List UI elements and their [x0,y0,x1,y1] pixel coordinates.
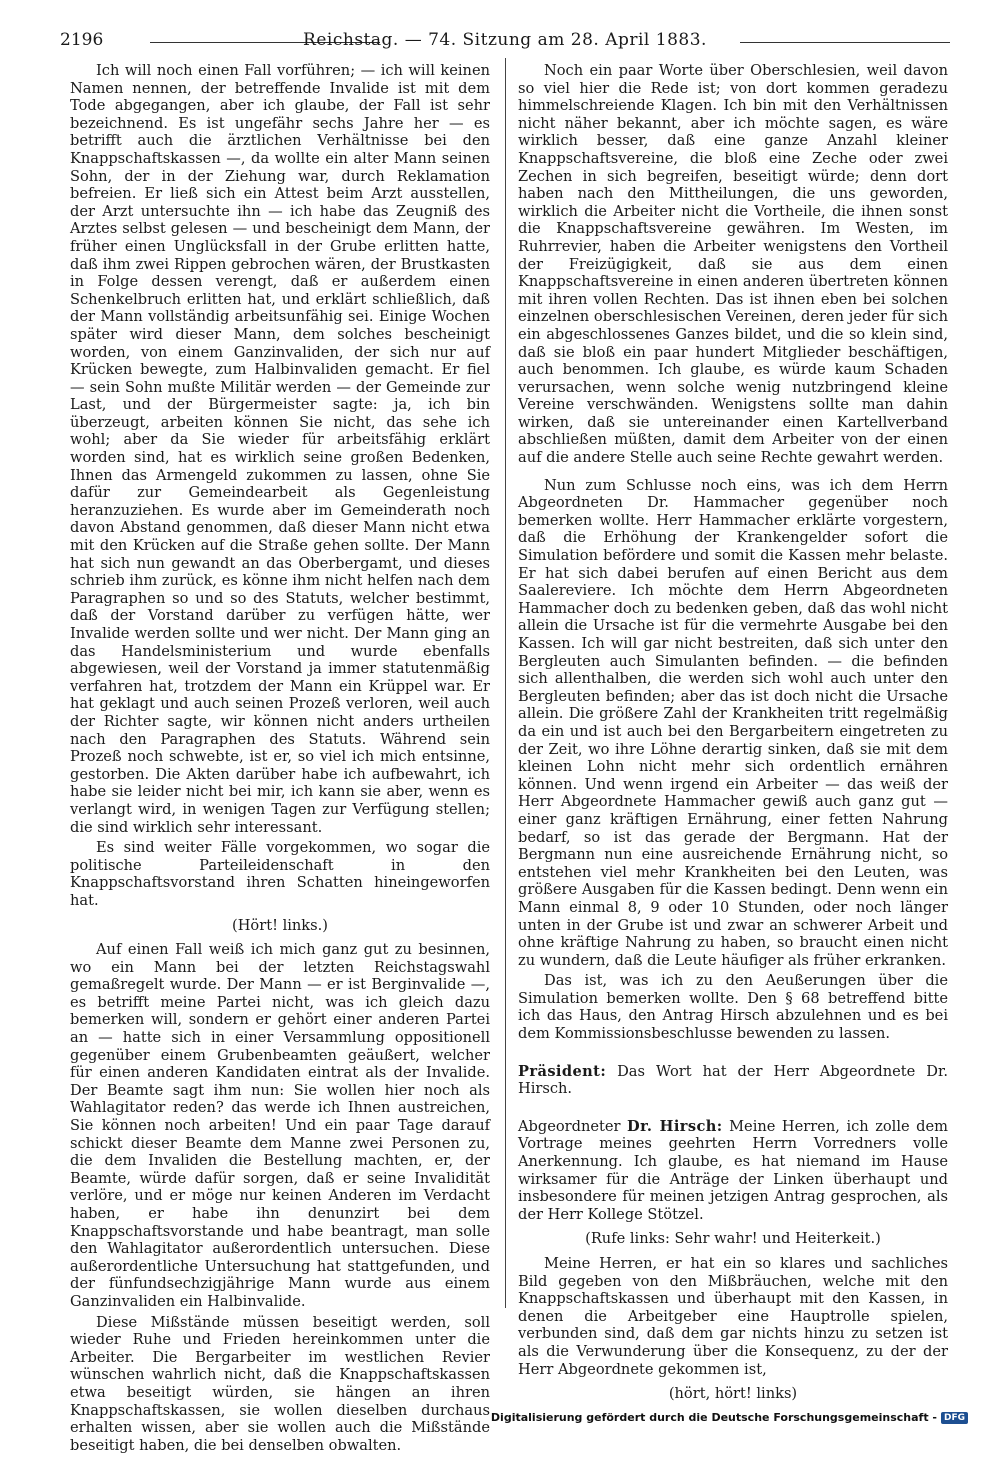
column-divider [505,58,506,1308]
speaker-text: Meine Herren, ich zolle dem Vortrage meines geehrten Herrn Vorredners volle Anerkennung. Ich glaube, es hat niemand im Hause wirksamer für die Anträge der Linken überhaupt und insbesondere für meinen jetzigen Antrag gesprochen, als der Herr Kollege Stötzel. [518,1117,948,1223]
paragraph: Es sind weiter Fälle vorgekommen, wo sogar die politische Parteileidenschaft in den Knappschaftsvorstand ihren Schatten hineingeworfen hat. [70,839,490,909]
paragraph: Auf einen Fall weiß ich mich ganz gut zu besinnen, wo ein Mann bei der letzten Reichstagswahl gemaßregelt wurde. Der Mann — er ist Berginvalide —, es betrifft meine Partei nicht, was ich gleich dazu bemerken will, sondern er gehört einer anderen Partei an — hatte sich in einer Versammlung oppositionell gegenüber einem Grubenbeamten geäußert, welcher für einen anderen Kandidaten eintrat als der Invalide. Der Beamte sagt ihm nun: Sie wollen hier noch als Wahlagitator reden? das werde ich Ihnen austreichen, Sie können noch arbeiten! Und ein paar Tage darauf schickt dieser Beamte dem Manne zwei Personen zu, die dem Invaliden die Bestellung machten, er, der Beamte, würde dafür sorgen, daß er seine Invalidität verlöre, und er möge nur keinen Anderen im Verdacht haben, er habe ihn denunzirt bei dem Knappschaftsvorstande und habe beantragt, man solle den Wahlagitator außerordentlich untersuchen. Diese außerordentliche Untersuchung hat stattgefunden, und der fünfundsechzigjährige Mann wurde aus einem Ganzinvaliden ein Halbinvalide. [70,941,490,1310]
interjection: (hört, hört! links) [668,1385,798,1403]
paragraph: Noch ein paar Worte über Oberschlesien, weil davon so viel hier die Rede ist; von dort kommen geradezu himmelschreiende Klagen. Ich bin mit den Verhältnissen nicht näher bekannt, aber ich möchte sagen, es wäre wirklich besser, daß eine ganze Anzahl kleiner Knappschaftsvereine, die bloß eine Zeche oder zwei Zechen in sich begreifen, beseitigt würde; denn dort haben nach den Mittheilungen, die uns geworden, wirklich die Arbeiter nicht die Vortheile, die ihnen sonst die Knappschaftsvereine gewähren. Im Westen, im Ruhrrevier, haben die Arbeiter wenigstens den Vortheil der Freizügigkeit, daß sie aus dem einen Knappschaftsvereine in einen anderen übertreten können mit ihren vollen Rechten. Das ist ihnen eben bei solchen einzelnen oberschlesischen Vereinen, deren jeder für sich ein abgeschlossenes Ganzes bildet, und die so klein sind, daß sie bloß ein paar hundert Mitglieder beschäftigen, auch benommen. Ich glaube, es würde kaum Schaden verursachen, wenn solche wenig nutzbringend kleine Vereine verschwänden. Wenigstens sollte man dahin wirken, daß sie untereinander einen Kartellverband abschließen müßten, damit dem Arbeiter von der einen auf die andere Stelle auch seine Rechte gewahrt werden. [518,62,948,467]
left-column [70,62,490,1457]
page-header [60,30,950,54]
credit-text: Digitalisierung gefördert durch die Deutsche Forschungsgemeinschaft - [490,1411,937,1424]
speaker-hirsch [518,1118,948,1224]
speaker-name: Dr. Hirsch: [627,1117,723,1135]
interjection: (Rufe links: Sehr wahr! und Heiterkeit.) [585,1230,881,1248]
speaker-text: Das Wort hat der Herr Abgeordnete Dr. Hirsch. [518,1062,948,1098]
page-number: 2196 [60,30,104,50]
paragraph: Nun zum Schlusse noch eins, was ich dem Herrn Abgeordneten Dr. Hammacher gegenüber noch bemerken wollte. Herr Hammacher erklärte vorgestern, daß die Erhöhung der Krankengelder sofort die Simulation befördere und somit die Kassen mehr belaste. Er hat sich dabei berufen auf einen Bericht aus dem Saalereviere. Ich möchte dem Herrn Abgeordneten Hammacher doch zu bedenken geben, daß das wohl nicht allein die Ursache ist für die vermehrte Ausgabe bei den Kassen. Ich will gar nicht bestreiten, daß sich unter den Bergleuten auch Simulanten befinden. — die befinden sich allenthalben, die werden sich wohl auch unter den Bergleuten befinden; aber das ist doch nicht die Ursache allein. Die größere Zahl der Krankheiten tritt regelmäßig da ein und ist auch bei den Bergarbeitern eingetreten zu der Zeit, wo ihre Löhne derartig sinken, daß sie mit dem kleinen Lohn nicht mehr sich ordentlich ernähren können. Und wenn irgend ein Arbeiter — das weiß der Herr Abgeordnete Hammacher gewiß auch ganz gut — einer ganz kräftigen Ernährung, einer fetten Nahrung bedarf, so ist das gerade der Bergmann. Hat der Bergmann nun eine ausreichende Ernährung nicht, so entstehen viel mehr Krankheiten bei den Leuten, was größere Ausgaben für die Kassen bedingt. Denn wenn ein Mann einmal 8, 9 oder 10 Stunden, oder noch länger unten in der Grube ist und zwar an schwerer Arbeit und ohne kräftige Nahrung zu haben, so braucht einen nicht zu wundern, daß die Leute häufiger als früher erkranken. [518,476,948,969]
paragraph: Meine Herren, er hat ein so klares und sachliches Bild gegeben von den Mißbräuchen, welche mit den Knappschaftskassen und überhaupt mit den Kassen, in denen die Arbeitgeber eine Hauptrolle spielen, verbunden sind, daß dem gar nichts hinzu zu setzen ist als die Verwunderung über die Konsequenz, zu der der Herr Abgeordnete gekommen ist, [518,1255,948,1378]
paragraph: Das ist, was ich zu den Aeußerungen über die Simulation bemerken wollte. Den § 68 betreffend bitte ich das Haus, den Antrag Hirsch abzulehnen und es bei dem Kommissionsbeschlusse bewenden zu lassen. [518,972,948,1043]
paragraph: Ich will noch einen Fall vorführen; — ich will keinen Namen nennen, der betreffende Invalide ist mit dem Tode abgegangen, aber ich glaube, der Fall ist sehr bezeichnend. Es ist ungefähr sechs Jahre her — es betrifft auch die ärztlichen Verhältnisse bei den Knappschaftskassen —, da wollte ein alter Mann seinen Sohn, der in der Ziehung war, durch Reklamation befreien. Er ließ sich ein Attest beim Arzt ausstellen, der Arzt untersuchte ihn — ich habe das Zeugniß des Arztes selbst gelesen — und bescheinigt dem Mann, der früher einen Unglücksfall in der Grube erlitten hatte, daß ihm zwei Rippen gebrochen wären, der Brustkasten in Folge dessen verengt, daß er außerdem einen Schenkelbruch erlitten hat, und erklärt schließlich, daß der Mann vollständig arbeitsunfähig sei. Einige Wochen später wird dieser Mann, dem solches bescheinigt worden, von einem Ganzinvaliden, der sich nur auf Krücken bewegte, zum Halbinvaliden gemacht. Er fiel — sein Sohn mußte Militär werden — der Gemeinde zur Last, und der Bürgermeister sagte: ja, ich bin überzeugt, arbeiten können Sie nicht, das sehe ich wohl; aber da Sie wieder für arbeitsfähig erklärt worden sind, hat es wirklich seine großen Bedenken, Ihnen das Armengeld zukommen zu lassen, ohne Sie dafür zur Gemeindearbeit als Gegenleistung heranzuziehen. Es wurde aber im Gemeinderath noch davon Abstand genommen, daß dieser Mann nicht etwa mit den Krücken auf die Straße gehen sollte. Der Mann hat sich nun gewandt an das Oberbergamt, und dieses schrieb ihm zurück, es könne ihm nicht helfen nach dem Paragraphen so und so des Statuts, welcher bestimmt, daß der Vorstand darüber zu verfügen hätte, wer Invalide werden sollte und wer nicht. Der Mann ging an das Handelsministerium und wurde ebenfalls abgewiesen, weil der Vorstand ja immer statutenmäßig verfahren hat, trotzdem der Mann ein Krüppel war. Er hat geklagt und auch seinen Prozeß verloren, weil auch der Richter sagte, wir können nicht anders urtheilen nach den Paragraphen des Statuts. Während sein Prozeß noch schwebte, ist er, so viel ich mich entsinne, gestorben. Die Akten darüber habe ich aufbewahrt, ich habe sie leider nicht bei mir, ich kann sie aber, wenn es verlangt wird, in wenigen Tagen zur Verfügung stellen; die sind wirklich sehr interessant. [70,62,490,836]
running-head: Reichstag. — 74. Sitzung am 28. April 1883. [303,30,707,50]
dfg-logo: DFG [941,1412,968,1424]
interjection: (Hört! links.) [232,916,328,934]
header-rule-right [740,42,950,43]
speaker-prefix: Abgeordneter [518,1117,628,1135]
digitization-credit [491,1411,968,1424]
right-column [518,62,948,1410]
speaker-name: Präsident: [518,1062,607,1080]
paragraph: Diese Mißstände müssen beseitigt werden, soll wieder Ruhe und Frieden hereinkommen unter die Arbeiter. Die Bergarbeiter im westlichen Revier wünschen wahrlich nicht, daß die Knappschaftskassen etwa beseitigt würden, sie hängen an ihren Knappschaftskassen, sie wollen dieselben durchaus erhalten wissen, aber sie wollen auch die Mißstände beseitigt haben, die bei denselben obwalten. [70,1313,490,1454]
speaker-president [518,1063,948,1098]
